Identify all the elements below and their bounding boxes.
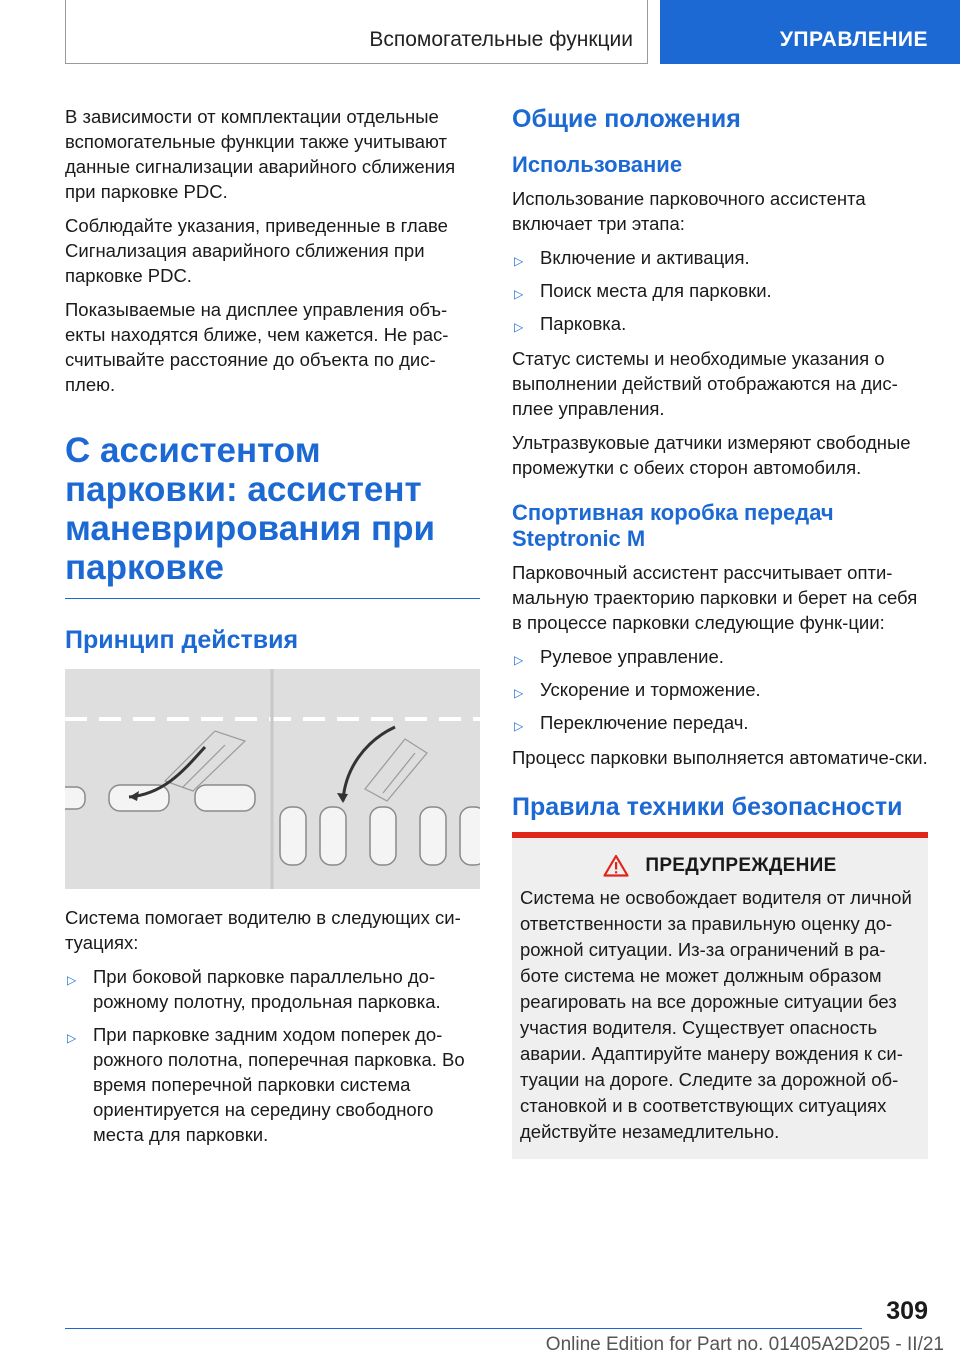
- header-section-title: Вспомогательные функции: [369, 28, 633, 51]
- header-chapter-title: УПРАВЛЕНИЕ: [779, 28, 928, 51]
- paragraph: Система помогает водителю в следующих си-туациях:: [65, 907, 461, 953]
- triangle-right-icon: ▷: [514, 254, 524, 268]
- section-heading: С ассистентом парковки: ассистент маневрирования при парковке: [65, 431, 436, 587]
- right-column: [512, 104, 928, 1159]
- list-item: ▷ Рулевое управление.: [512, 644, 928, 669]
- header-chapter-tab[interactable]: [660, 0, 960, 64]
- section-heading: Правила техники безопасности: [512, 793, 903, 821]
- paragraph: Процесс парковки выполняется автоматиче-ски.: [512, 747, 928, 768]
- list-item: ▷ При боковой парковке параллельно до-рожному полотну, продольная парковка.: [67, 966, 441, 1012]
- warning-title: ПРЕДУПРЕЖДЕНИЕ: [645, 854, 837, 876]
- warning-box: [512, 832, 928, 1159]
- triangle-right-icon: ▷: [514, 320, 524, 334]
- paragraph: Ультразвуковые датчики измеряют свободные промежутки с обеих сторон автомобиля.: [512, 432, 911, 478]
- paragraph: Статус системы и необходимые указания о выполнении действий отображаются на дис-плее управления.: [512, 348, 898, 419]
- parking-illustration: [65, 669, 480, 889]
- bullet-list: [65, 964, 480, 1147]
- paragraph: В зависимости от комплектации отдельные вспомогательные функции также учитывают данные сигнализации аварийного сближения при парковке PDC.: [65, 106, 456, 202]
- bullet-list: [512, 644, 928, 735]
- subsection-heading: Использование: [512, 152, 683, 177]
- page-number: 309: [886, 1297, 928, 1325]
- triangle-right-icon: ▷: [67, 973, 77, 987]
- triangle-right-icon: ▷: [67, 1031, 77, 1045]
- parking-diagram-svg: [65, 669, 480, 889]
- list-item: ▷ Поиск места для парковки.: [512, 278, 928, 303]
- triangle-right-icon: ▷: [514, 719, 524, 733]
- list-item: ▷ Ускорение и торможение.: [512, 677, 928, 702]
- subsection-heading: Спортивная коробка передач Steptronic M: [512, 500, 834, 551]
- warning-triangle-icon: [603, 854, 629, 877]
- list-item: ▷ Парковка.: [512, 311, 928, 336]
- warning-text: Система не освобождает водителя от личной ответственности за правильную оценку до-рожной ситуации. Из-за ограничений в ра-боте система не может должным образом реагировать на все дорожные ситуации без участия водителя. Существует опасность аварии. Адаптируйте манеру вождения к си-туации на дороге. Следите за дорожной об-становкой и в соответствующих ситуациях действуйте незамедлительно.: [520, 887, 912, 1142]
- triangle-right-icon: ▷: [514, 653, 524, 667]
- header-section-box: [65, 0, 648, 64]
- warning-header: [520, 854, 920, 877]
- subsection-heading: Принцип действия: [65, 626, 299, 654]
- footer-edition: Online Edition for Part no. 01405A2D205 - II/21: [545, 1334, 944, 1355]
- section-heading: Общие положения: [512, 105, 741, 133]
- heading-rule: [65, 598, 480, 599]
- paragraph: Парковочный ассистент рассчитывает опти-мальную траекторию парковки и берет на себя в процессе парковки следующие функ-ции:: [512, 562, 918, 633]
- paragraph: Использование парковочного ассистента включает три этапа:: [512, 188, 866, 234]
- list-item: ▷ При парковке задним ходом поперек до-рожного полотна, поперечная парковка. Во время поперечной парковки система ориентируется на середину свободного места для парковки.: [67, 1024, 465, 1145]
- footer-rule: [65, 1328, 862, 1329]
- paragraph: Соблюдайте указания, приведенные в главе Сигнализация аварийного сближения при парковке PDC.: [65, 215, 448, 286]
- left-column: [65, 104, 480, 1157]
- list-item: ▷ Включение и активация.: [512, 245, 928, 270]
- triangle-right-icon: ▷: [514, 287, 524, 301]
- bullet-list: [512, 245, 928, 336]
- triangle-right-icon: ▷: [514, 686, 524, 700]
- list-item: ▷ Переключение передач.: [512, 710, 928, 735]
- paragraph: Показываемые на дисплее управления объ-екты находятся ближе, чем кажется. Не рас-считывайте расстояние до объекта по дис-плею.: [65, 299, 449, 395]
